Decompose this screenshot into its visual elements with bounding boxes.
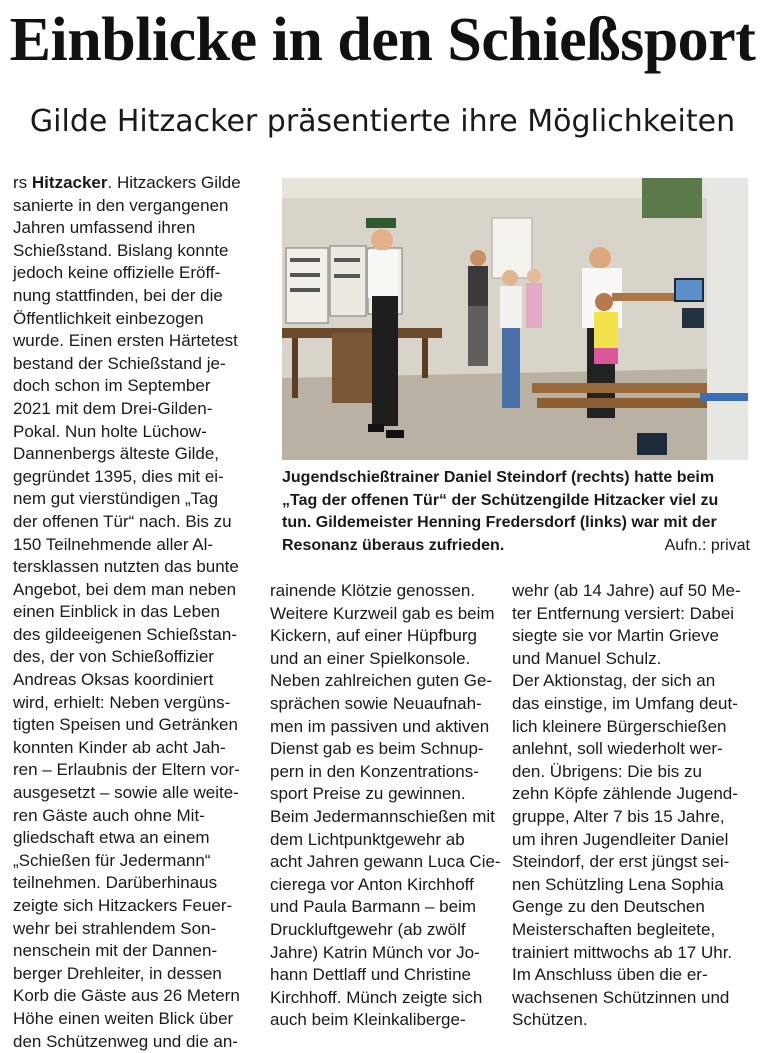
body-text-line: Schießstand. Bislang konnte xyxy=(13,240,229,260)
body-text-line: ren – Erlaubnis der Eltern vor- xyxy=(13,760,240,780)
body-text-line: Öffentlichkeit einbezogen xyxy=(13,308,204,328)
body-text-line: teilnehmen. Darüberhinaus xyxy=(13,873,218,893)
body-text-line: sport Preise zu gewinnen. xyxy=(270,784,466,804)
body-text-line: nem gut vierstündigen „Tag xyxy=(13,489,219,509)
caption-line: „Tag der offenen Tür“ der Schützengilde Hitzacker viel zu xyxy=(282,491,719,509)
body-text-line: pern in den Konzentrations- xyxy=(270,761,479,781)
caption-line: Jugendschießtrainer Daniel Steindorf (rechts) hatte beim xyxy=(282,469,715,486)
body-text-line: Der Aktionstag, der sich an xyxy=(512,671,716,691)
article-column-1 xyxy=(13,172,263,1053)
body-text-line: sprächen sowie Neuaufnah- xyxy=(270,693,482,713)
body-text-line: wurde. Einen ersten Härtetest xyxy=(13,331,238,351)
caption-line: tun. Gildemeister Henning Fredersdorf (links) war mit der xyxy=(282,514,717,531)
body-text-line: Druckluftgewehr (ab zwölf xyxy=(270,919,466,939)
body-text-line: Korb die Gäste aus 26 Metern xyxy=(13,986,240,1006)
body-text-line: men im passiven und aktiven xyxy=(270,716,490,736)
body-text-line: Beim Jedermannschießen mit xyxy=(270,806,495,826)
body-text-line: tersklassen nutzten das bunte xyxy=(13,557,239,577)
body-text-line: Genge zu den Deutschen xyxy=(512,897,705,917)
body-text-line: auch beim Kleinkaliberge- xyxy=(270,1010,466,1030)
body-text-line: konnten Kinder ab acht Jah- xyxy=(13,737,226,757)
body-text-line: um ihren Jugendleiter Daniel xyxy=(512,829,729,849)
body-text-line: Im Anschluss üben die er- xyxy=(512,965,708,985)
body-text-line: Steindorf, der erst jüngst sei- xyxy=(512,852,730,872)
body-text-line: des gildeeigenen Schießstan- xyxy=(13,624,237,644)
body-text-line: der offenen Tür“ nach. Bis zu xyxy=(13,511,232,531)
body-text-line: Weitere Kurzweil gab es beim xyxy=(270,603,495,623)
body-text-line: Dienst gab es beim Schnup- xyxy=(270,739,484,759)
author-initials: rs xyxy=(13,173,28,192)
body-text-line: gegründet 1395, dies mit ei- xyxy=(13,466,224,486)
body-text-line: ter Entfernung versiert: Dabei xyxy=(512,603,735,623)
body-text-line: dem Lichtpunktgewehr ab xyxy=(270,829,465,849)
article-column-2 xyxy=(270,580,505,1032)
body-text-line: Jahren umfassend ihren xyxy=(13,218,196,238)
body-text-line: bestand der Schießstand je- xyxy=(13,353,226,373)
body-text-line: sanierte in den vergangenen xyxy=(13,195,229,215)
body-text-line: Schützen. xyxy=(512,1010,588,1030)
body-text-line: rainende Klötzie genossen. xyxy=(270,581,476,600)
body-text-line: zehn Köpfe zählende Jugend- xyxy=(512,784,738,804)
body-text-line: einen Einblick in das Leben xyxy=(13,602,220,622)
body-text-line: Andreas Oksas koordiniert xyxy=(13,670,214,690)
body-text-line: 150 Teilnehmende aller Al- xyxy=(13,534,214,554)
dateline-location: Hitzacker xyxy=(31,173,108,192)
photo-illustration xyxy=(282,178,748,460)
article-photo xyxy=(282,178,748,460)
body-text-line: gruppe, Alter 7 bis 15 Jahre, xyxy=(512,806,725,826)
body-text-line: gliedschaft etwa an einem xyxy=(13,828,210,848)
body-text-line: und Paula Barmann – beim xyxy=(270,897,477,917)
body-text-line: hann Dettlaff und Christine xyxy=(270,965,471,985)
body-text-line: 2021 mit dem Drei-Gilden- xyxy=(13,398,213,418)
body-text-line: nen Schützling Lena Sophia xyxy=(512,874,724,894)
dateline-line xyxy=(13,172,263,195)
body-text-line: tigten Speisen und Getränken xyxy=(13,715,238,735)
body-text-line: nenschein mit der Dannen- xyxy=(13,941,218,961)
body-text-line: wird, erhielt: Neben vergüns- xyxy=(13,692,231,712)
body-text-line: Kickern, auf einer Hüpfburg xyxy=(270,626,477,646)
body-text-line: „Schießen für Jedermann“ xyxy=(13,850,211,870)
body-text-line: Dannenbergs älteste Gilde, xyxy=(13,444,220,464)
column1-first-text: . Hitzackers Gilde xyxy=(107,173,241,192)
body-text-line: Pokal. Nun holte Lüchow- xyxy=(13,421,207,441)
body-text-line: berger Drehleiter, in dessen xyxy=(13,963,222,983)
body-text-line: ausgesetzt – sowie alle weite- xyxy=(13,783,239,803)
body-text-line: cierega vor Anton Kirchhoff xyxy=(270,874,474,894)
body-text-line: den Schützenweg und die an- xyxy=(13,1031,238,1051)
body-text-line: nung stattfinden, bei der die xyxy=(13,285,223,305)
body-text-line: siegte sie vor Martin Grieve xyxy=(512,626,719,646)
body-text-line: des, der von Schießoffizier xyxy=(13,647,214,667)
body-text-line: acht Jahren gewann Luca Cie- xyxy=(270,852,501,872)
body-text-line: den. Übrigens: Die bis zu xyxy=(512,761,702,781)
body-text-line: trainiert mittwochs ab 17 Uhr. xyxy=(512,942,733,962)
body-text-line: und Manuel Schulz. xyxy=(512,648,662,668)
body-text-line: anlehnt, soll wiederholt wer- xyxy=(512,739,723,759)
photo-credit: Aufn.: privat xyxy=(664,536,750,554)
body-text-line: und an einer Spielkonsole. xyxy=(270,648,471,668)
body-text-line: wehr (ab 14 Jahre) auf 50 Me- xyxy=(512,581,741,600)
headline: Einblicke in den Schießsport xyxy=(9,6,756,74)
body-text-line: doch schon im September xyxy=(13,376,211,396)
subheadline: Gilde Hitzacker präsentierte ihre Möglichkeiten xyxy=(29,104,736,139)
body-text-line: Meisterschaften begleitete, xyxy=(512,919,716,939)
body-text-line: ren Gäste auch ohne Mit- xyxy=(13,805,205,825)
body-text-line: wachsenen Schützinnen und xyxy=(512,987,730,1007)
body-text-line: jedoch keine offizielle Eröff- xyxy=(13,263,221,283)
caption-line-text: Resonanz überaus zufrieden. xyxy=(282,536,505,554)
body-text-line: Neben zahlreichen guten Ge- xyxy=(270,671,493,691)
body-text-line: das einstige, im Umfang deut- xyxy=(512,693,738,713)
article-column-3 xyxy=(512,580,757,1032)
body-text-line: lich kleinere Bürgerschießen xyxy=(512,716,727,736)
body-text-line: Jahre) Katrin Münch vor Jo- xyxy=(270,942,480,962)
photo-caption xyxy=(282,467,750,557)
caption-line xyxy=(282,535,750,558)
body-text-line: zeigte sich Hitzackers Feuer- xyxy=(13,896,233,915)
body-text-line: Kirchhoff. Münch zeigte sich xyxy=(270,987,483,1007)
body-text-line: wehr bei strahlendem Son- xyxy=(13,918,217,938)
body-text-line: Höhe einen weiten Blick über xyxy=(13,1008,234,1028)
body-text-line: Angebot, bei dem man neben xyxy=(13,579,237,599)
